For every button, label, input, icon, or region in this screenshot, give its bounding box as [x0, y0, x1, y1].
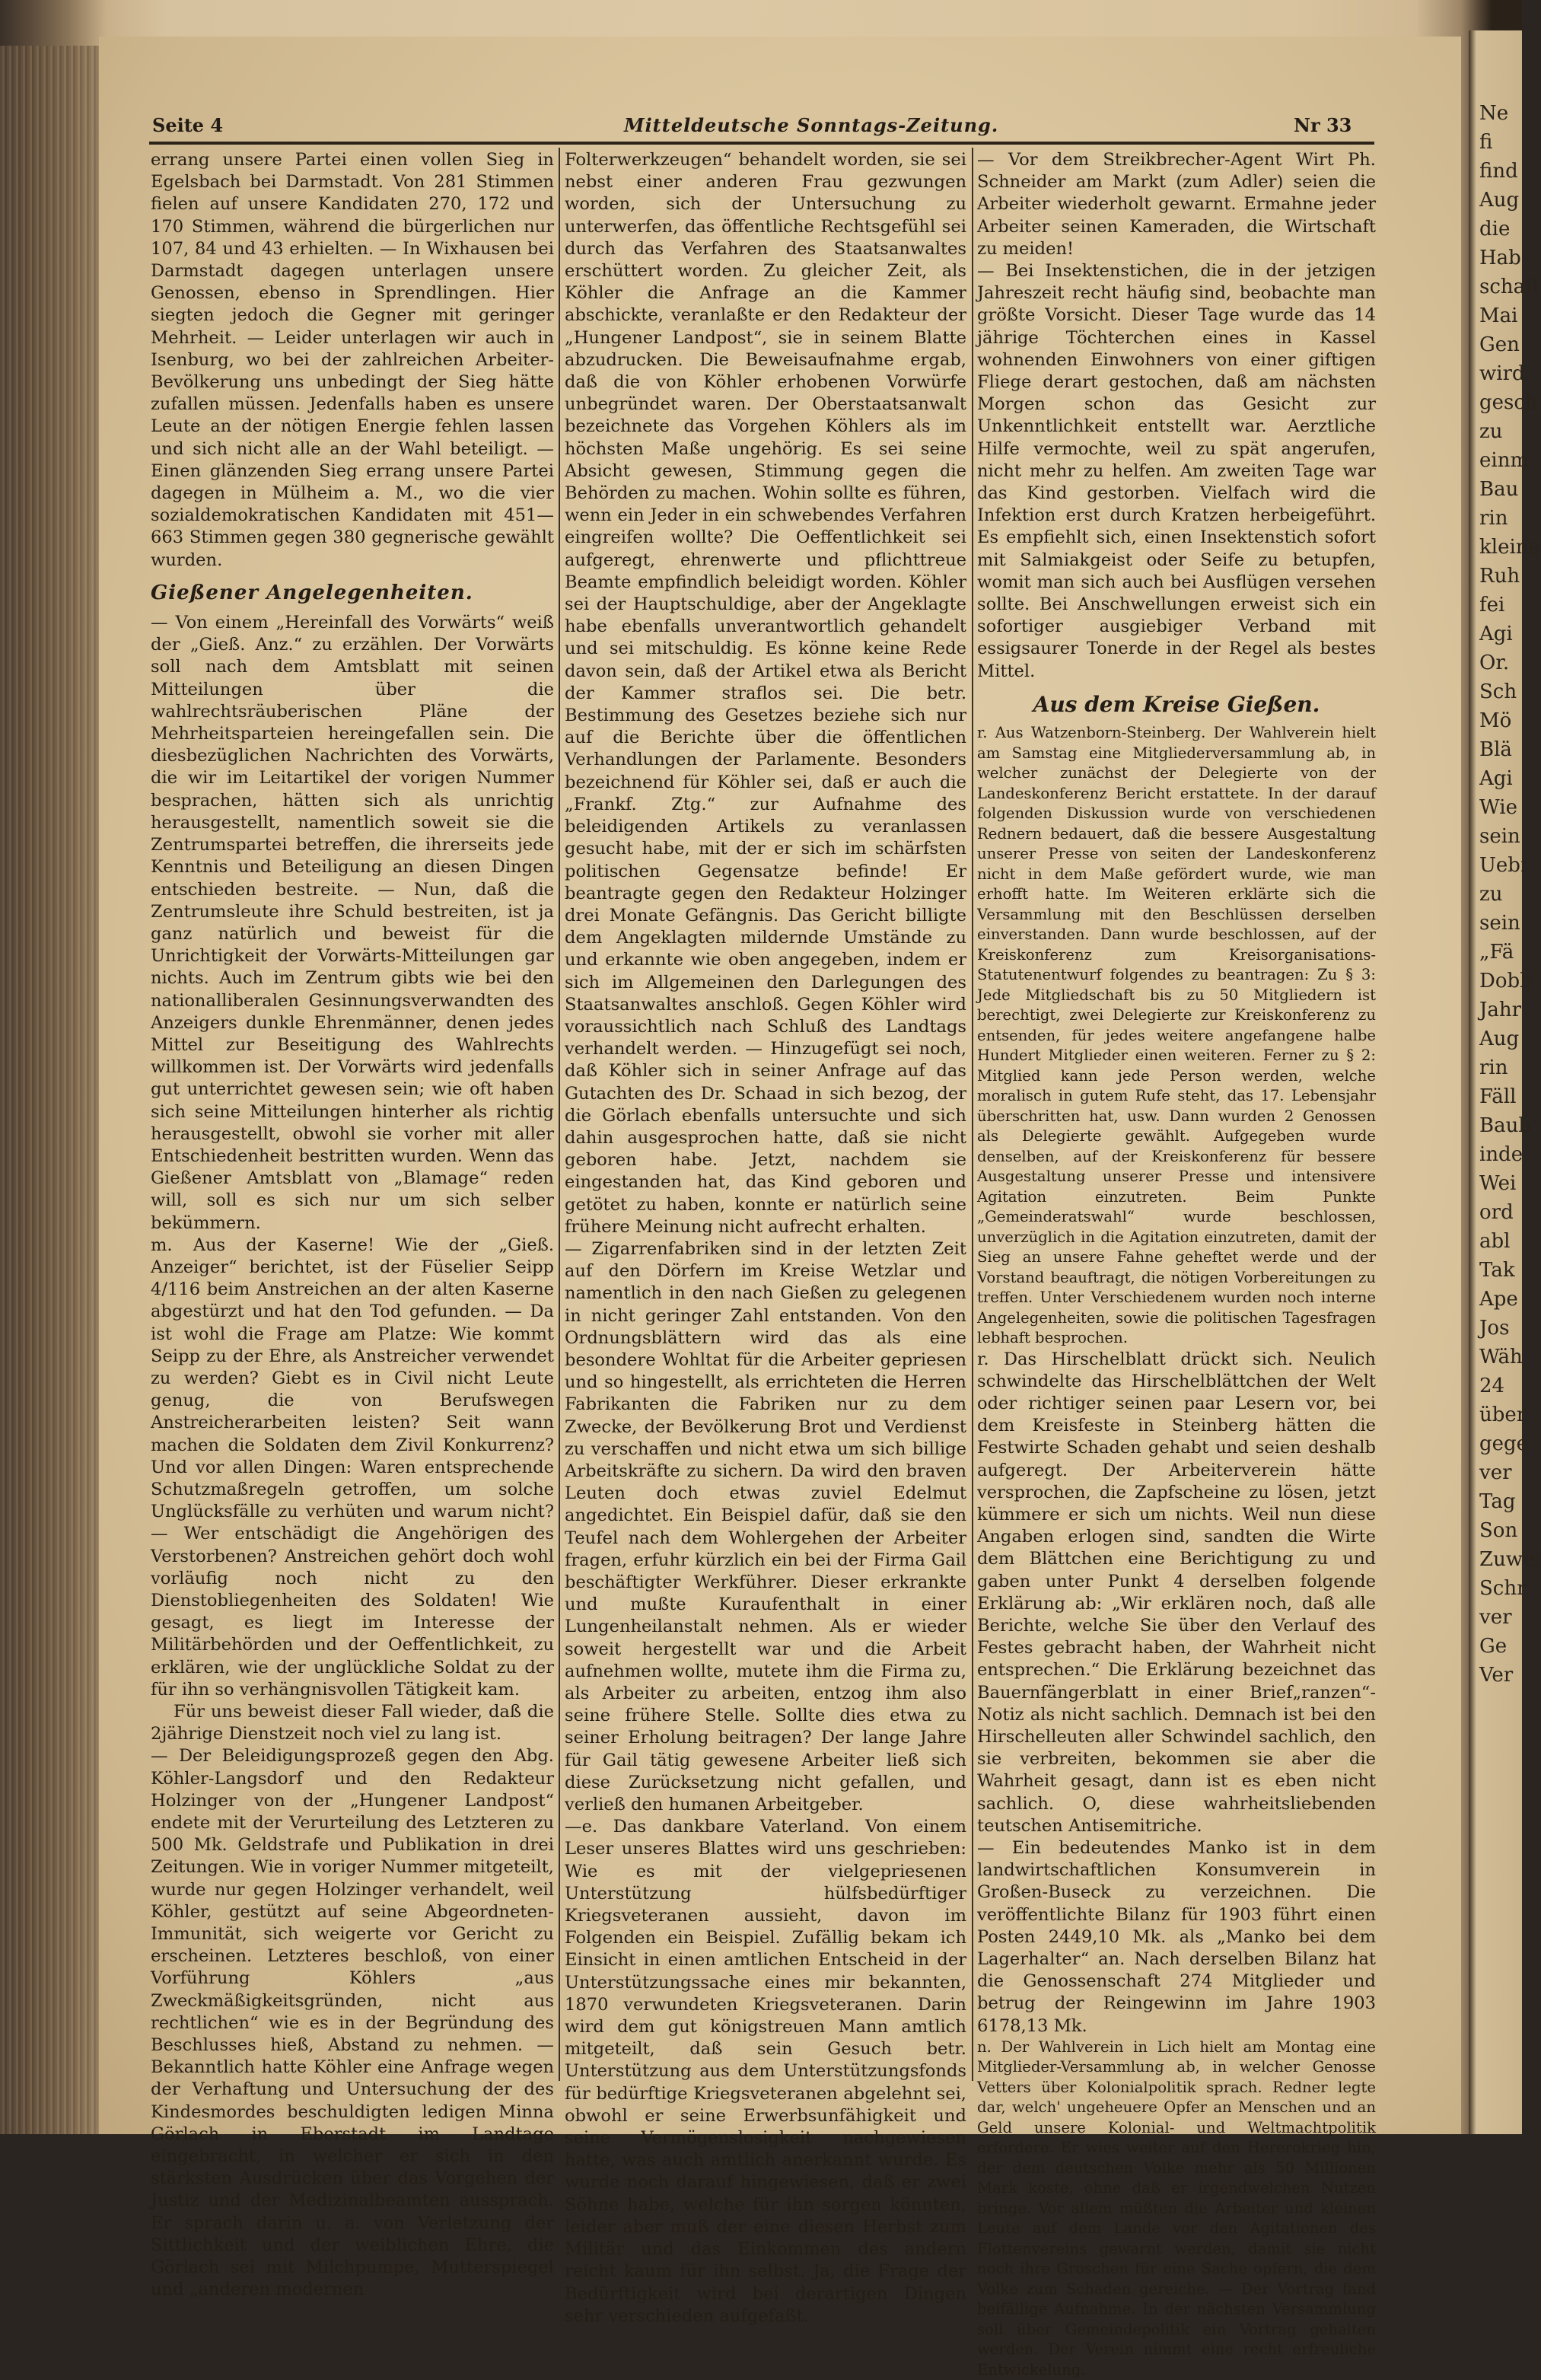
page-label: Seite 4 — [152, 114, 224, 136]
page-header — [152, 114, 1370, 140]
issue-number: Nr 33 — [1294, 114, 1352, 136]
article-election-results: errang unsere Partei einen vollen Sieg in Egelsbach bei Darmstadt. Von 281 Stimmen fielen auf unsere Kandidaten 270, 172 und 170 Stimmen, während die bürgerlichen nur 107, 84 und 43 erhielten. — In Wixhausen bei Darmstadt dagegen unterlagen unsere Genossen, ebenso in Sprendlingen. Hier siegten jedoch die Gegner mit geringer Mehrheit. — Leider unterlagen wir auch in Isenburg, wo bei der zahlreichen Arbeiter-Bevölkerung uns unbedingt der Sieg hätte zufallen müssen. Jedenfalls haben es unsere Leute an der nötigen Energie fehlen lassen und sich nicht alle an der Wahl beteiligt. — Einen glänzenden Sieg errang unsere Partei dagegen in Mülheim a. M., wo die vier sozialdemokratischen Kandidaten mit 451—663 Stimmen gegen 380 gegnerische gewählt wurden. — [151, 150, 554, 570]
adjacent-page-strip — [1469, 30, 1541, 2134]
adjacent-page-fragments: Ne fi find Aug die Hab schaft Mai Gen wird gesch zu einm Bau rin kleine Ruh fei Agi Or. Sch Mö Blä Agi Wie sein Uebr zu sein „Fä Dobb Jahr Aug rin Fäll Baub inde Wei ord abl Tak Ape Jos Wäh 24 über gege ver Tag Son Zuwei Schr ver Ge Ver — [1479, 102, 1541, 1687]
article-beleidigungsprozess: — Der Beleidigungsprozeß gegen den Abg. Köhler-Langsdorf und den Redakteur Holzinger von der „Hungener Landpost“ endete mit der Verurteilung des Letzteren zu 500 Mk. Geldstrafe und Publikation in drei Zeitungen. Wie in voriger Nummer mitgeteilt, wurde nur gegen Holzinger verhandelt, weil Köhler, gestützt auf seine Abgeordneten-Immunität, sich weigerte vor Gericht zu erscheinen. Letzteres beschloß, von einer Vorführung Köhlers „aus Zweckmäßigkeitsgründen, nicht aus rechtlichen“ wie es in der Begründung des Beschlusses hieß, Abstand zu nehmen. — Bekanntlich hatte Köhler eine Anfrage wegen der Verhaftung und Untersuchung der des Kindesmordes beschuldigten ledigen Minna Görlach in Eberstadt im Landtage eingebracht, in welcher er sich in den stärksten Ausdrücken über das Vorgehen der Justiz und der Medizinalbeamten aussprach. Er sprach darin u. a. von Verletzung der Sittlichkeit und der weiblichen Ehre, die Görlach sei mit Milchpumpe, Mutterspiegel und „anderen modernen — [151, 1746, 554, 2300]
article-streikbrecher: — Vor dem Streikbrecher-Agent Wirt Ph. Schneider am Markt (zum Adler) seien die Arbeiter wiederholt gewarnt. Ermahne jeder Arbeiter seinen Kameraden, die Wirtschaft zu meiden! — [977, 150, 1376, 259]
article-dienstzeit: Für uns beweist dieser Fall wieder, daß die 2jährige Dienstzeit noch viel zu lang ist. — [151, 1702, 554, 1744]
article-insektenstiche: — Bei Insektenstichen, die in der jetzigen Jahreszeit recht häufig sind, beobachte man größte Vorsicht. Dieser Tage wurde das 14 jährige Töchterchen eines in Kassel wohnenden Einwohners von einer giftigen Fliege derart gestochen, daß am nächsten Morgen schon das Gesicht zur Unkenntlichkeit entstellt war. Aerztliche Hilfe vermochte, weil zu spät angerufen, nicht mehr zu helfen. Am zweiten Tage war das Kind gestorben. Vielfach wird die Infektion erst durch Kratzen herbeigeführt. Es empfiehlt sich, einen Insektenstich sofort mit Salmiakgeist oder Seife zu betupfen, womit man sich auch bei Ausflügen versehen sollte. Bei Anschwellungen erweist sich ein sofortiger ausgiebiger Verband mit essigsaurer Tonerde in der Regel als bestes Mittel. — [977, 261, 1376, 681]
book-spine-edge — [0, 46, 99, 2134]
article-lich: n. Der Wahlverein in Lich hielt am Montag eine Mitglieder-Versammlung ab, in welcher Genosse Vetters über Kolonialpolitik sprach. Redner legte dar, welch' ungeheuere Opfer an Menschen und an Geld unsere Kolonial- und Weltmachtpolitik erfordere. Er wies weiter auf den Hererokrieg hin, der dem deutschen Volke mehr als 50 Millionen Mark koste, ohne daß er irgendwelchen Nutzen bringe. Vor allem müßten die Arbeiter und kleinen Leute auf dem Lande vor den Agitationen des Flottenvereins gewarnt werden, damit sie nicht noch ihre Groschen für eine Sache opfern, die dem Volke zum Schaden gereiche. — Der Vortrag fand beifällige Aufnahme. In der nächsten Versammlung soll über Gemeindepolitik ein Vortrag gehalten werden. Der Verein nimmt eine recht erfreuliche Entwickelung. — [977, 2037, 1376, 2378]
article-beleidigungsprozess-cont: Folterwerkzeugen“ behandelt worden, sie sei nebst einer anderen Frau gezwungen worden, sich der Untersuchung zu unterwerfen, das öffentliche Rechtsgefühl sei durch das Verfahren des Staatsanwaltes erschüttert worden. Zu gleicher Zeit, als Köhler die Anfrage an die Kammer abschickte, veranlaßte er den Redakteur der „Hungener Landpost“, sie in seinem Blatte abzudrucken. Die Beweisaufnahme ergab, daß die von Köhler erhobenen Vorwürfe unbegründet waren. Der Oberstaatsanwalt bezeichnete das Vorgehen Köhlers als im höchsten Maße ungehörig. Es sei seine Absicht gewesen, Stimmung gegen die Behörden zu machen. Wohin sollte es führen, wenn ein Jeder in ein schwebendes Verfahren eingreifen wollte? Die Oeffentlichkeit sei aufgeregt, ehrenwerte und pflichttreue Beamte empfindlich beleidigt worden. Köhler sei der Hauptschuldige, aber der Angeklagte habe ebenfalls unverantwortlich gehandelt und sei mitschuldig. Es könne keine Rede davon sein, daß der Artikel etwa als Bericht der Kammer straflos sei. Die betr. Bestimmung des Gesetzes beziehe sich nur auf die Berichte über die öffentlichen Verhandlungen der Parlamente. Besonders bezeichnend für Köhler sei, daß er auch die „Frankf. Ztg.“ zur Aufnahme des beleidigenden Artikels zu veranlassen gesucht habe, mit der er sich im schärfsten politischen Gegensatze befinde! Er beantragte gegen den Redakteur Holzinger drei Monate Gefängnis. Das Gericht billigte dem Angeklagten mildernde Umstände zu und erkannte wie oben angegeben, indem er sich im Allgemeinen den Darlegungen des Staatsanwaltes anschloß. Gegen Köhler wird voraussichtlich nach Schluß des Landtags verhandelt werden. — Hinzugefügt sei noch, daß Köhler sich in seiner Anfrage auf das Gutachten des Dr. Schaad in sich bezog, der die Görlach ebenfalls untersuchte und sich dahin ausgesprochen hatte, daß sie nicht geboren habe. Jetzt, nachdem sie eingestanden hat, das Kind geboren und getötet zu haben, konnte er natürlich seine frühere Meinung nicht aufrecht erhalten. — [565, 150, 966, 1237]
article-kaserne: m. Aus der Kaserne! Wie der „Gieß. Anzeiger“ berichtet, ist der Füselier Seipp 4/116 beim Anstreichen an der alten Kaserne abgestürzt und hat den Tod gefunden. — Da ist wohl die Frage am Platze: Wie kommt Seipp zu der Ehre, als Anstreicher verwendet zu werden? Giebt es in Civil nicht Leute genug, die von Berufswegen Anstreicherarbeiten leisten? Seit wann machen die Soldaten dem Zivil Konkurrenz? Und vor allen Dingen: Waren entsprechende Schutzmaßregeln getroffen, um solche Unglücksfälle zu verhüten und warum nicht? — Wer entschädigt die Angehörigen des Verstorbenen? Anstreichen gehört doch wohl vorläufig noch nicht zu den Dienstobliegenheiten des Soldaten! Wie gesagt, es liegt im Interesse der Militärbehörden und der Oeffentlichkeit, zu erklären, wie der unglückliche Soldat zu der für ihn so verhängnisvollen Tätigkeit kam. — [151, 1235, 554, 1700]
article-watzenborn: r. Aus Watzenborn-Steinberg. Der Wahlverein hielt am Samstag eine Mitgliederversammlung ab, in welcher zunächst der Delegierte von der Landeskonferenz Bericht erstattete. In der darauf folgenden Diskussion wurde von verschiedenen Rednern bedauert, daß die bessere Ausgestaltung unserer Presse von seiten der Landeskonferenz nicht in dem Maße gefördert wurde, wie man erhofft hatte. Im Weiteren erklärte sich die Versammlung mit den Beschlüssen derselben einverstanden. Dann wurde beschlossen, auf der Kreiskonferenz zum Kreisorganisations-Statutenentwurf folgendes zu beantragen: Zu § 3: Jede Mitgliedschaft bis zu 50 Mitgliedern ist berechtigt, zwei Delegierte zur Kreiskonferenz zu entsenden, für jedes weitere angefangene halbe Hundert Mitglieder einen weiteren. Ferner zu § 2: Mitglied kann jede Person werden, welche moralisch in gutem Rufe steht, das 17. Lebensjahr überschritten hat, usw. Dann wurden 2 Genossen als Delegierte gewählt. Aufgegeben wurde denselben, auf der Kreiskonferenz für bessere Ausgestaltung unserer Presse und intensivere Agitation einzutreten. Beim Punkte „Gemeinderatswahl“ wurde beschlossen, unverzüglich in die Agitation einzutreten, damit der Sieg an unsere Fahne geheftet werde und der Vorstand beauftragt, die nötigen Vorbereitungen zu treffen. Unter Verschiedenem wurden noch interne Angelegenheiten, sowie die politischen Tagesfragen lebhaft besprochen. — [977, 724, 1376, 1347]
article-vaterland: —e. Das dankbare Vaterland. Von einem Leser unseres Blattes wird uns geschrieben: Wie es mit der vielgepriesenen Unterstützung hülfsbedürftiger Kriegsveteranen aussieht, davon im Folgenden ein Beispiel. Zufällig bekam ich Einsicht in einen amtlichen Entscheid in der Unterstützungssache eines mir bekannten, 1870 verwundeten Kriegsveteranen. Darin wird dem gut königstreuen Mann amtlich mitgeteilt, daß sein Gesuch betr. Unterstützung aus dem Unterstützungsfonds für bedürftige Kriegsveteranen abgelehnt sei, obwohl er seine Erwerbsunfähigkeit und seine Vermögenslosigkeit nachgewiesen hatte, was auch amtlich anerkannt wurde. Es wurde noch darauf hingewiesen, daß er zwei Söhne habe, welche für ihn sorgen könnten, leider aber muß der eine diesen Herbst zum Militär und das Einkommen des andern reicht kaum für ihn selbst. Ja, die Frage der Bedürftigkeit wird bei derartigen Dingen sehr verschieden aufgefaßt. — [565, 1817, 966, 2326]
column-divider-2 — [972, 148, 973, 2081]
header-rule — [149, 142, 1374, 145]
section-heading-kreis: Aus dem Kreise Gießen. — [1033, 691, 1320, 717]
newspaper-title: Mitteldeutsche Sonntags-Zeitung. — [624, 114, 999, 136]
column-2 — [565, 149, 966, 2326]
column-3 — [977, 149, 1376, 2378]
article-zigarrenfabriken: — Zigarrenfabriken sind in der letzten Zeit auf den Dörfern im Kreise Wetzlar und namentlich in den nach Gießen zu gelegenen in nicht geringer Zahl entstanden. Von den Ordnungsblättern wird das als eine besondere Wohltat für die Arbeiter gepriesen und so hingestellt, als errichteten die Herren Fabrikanten die Fabriken nur zu dem Zwecke, der Bevölkerung Brot und Verdienst zu verschaffen und nicht etwa um sich billige Arbeitskräfte zu sichern. Da wird den braven Leuten doch etwas zuviel Edelmut angedichtet. Ein Beispiel dafür, daß sie den Teufel nach dem Wohlergehen der Arbeiter fragen, erfuhr kürzlich ein bei der Firma Gail beschäftigter Werkführer. Dieser erkrankte und mußte Kuraufenthalt in einer Lungenheilanstalt nehmen. Als er wieder soweit hergestellt war und die Arbeit aufnehmen wollte, mutete ihm die Firma zu, als Arbeiter zu arbeiten, entzog ihm also seine frühere Stelle. Sollte dies etwa zu seiner Erholung beitragen? Der lange Jahre für Gail tätig gewesene Arbeiter ließ sich diese Zurücksetzung nicht gefallen, und verließ den humanen Arbeitgeber. — [565, 1238, 966, 1815]
column-divider-1 — [559, 148, 560, 2081]
article-vorwaerts: — Von einem „Hereinfall des Vorwärts“ weiß der „Gieß. Anz.“ zu erzählen. Der Vorwärts soll nach dem Amtsblatt mit seinen Mitteilungen über die wahlrechtsräuberischen Pläne der Mehrheitsparteien hereingefallen sein. Die diesbezüglichen Nachrichten des Vorwärts, die wir im Leitartikel der vorigen Nummer besprachen, hätten sich als unrichtig herausgestellt, namentlich soweit sie die Zentrumspartei betreffen, die ihrerseits jede Kenntnis und Beteiligung an diesen Dingen entschieden bestreite. — Nun, daß die Zentrumsleute ihre Schuld bestreiten, ist ja ganz natürlich und beweist für die Unrichtigkeit der Vorwärts-Mitteilungen gar nichts. Auch im Zentrum gibts wie bei den nationalliberalen Gesinnungsverwandten des Anzeigers dunkle Ehrenmänner, denen jedes Mittel zur Beseitigung des Wahlrechts willkommen ist. Der Vorwärts wird jedenfalls gut unterrichtet gewesen sein; wie oft haben sich seine Mitteilungen hinterher als richtig herausgestellt, obwohl sie vorher mit aller Entschiedenheit bestritten wurden. Wenn das Gießener Amtsblatt von „Blamage“ reden will, soll es sich nur um sich selber bekümmern. — [151, 613, 554, 1233]
section-heading-giessen: Gießener Angelegenheiten. — [151, 581, 473, 604]
column-1 — [151, 149, 554, 2300]
article-hirschelblatt: r. Das Hirschelblatt drückt sich. Neulich schwindelte das Hirschelblättchen der Welt oder richtiger seinen paar Lesern vor, bei dem Kreisfeste in Steinberg hätten die Festwirte Schaden gehabt und seien deshalb aufgeregt. Der Arbeiterverein hätte versprochen, die Zapfscheine zu lösen, jetzt kümmere er sich um nichts. Weil nun diese Angaben erlogen sind, sandten die Wirte dem Blättchen eine Berichtigung zu und gaben unter Punkt 4 derselben folgende Erklärung ab: „Wir erklären noch, daß alle Berichte, welche Sie über den Verlauf des Festes gebracht haben, der Wahrheit nicht entsprechen.“ Die Erklärung bezeichnet das Bauernfängerblatt in einer Brief„ranzen“-Notiz als nicht sachlich. Demnach ist bei den Hirschelleuten aller Schwindel sachlich, den sie verbreiten, bekommen sie aber die Wahrheit gesagt, dann ist es eben nicht sachlich. O, diese wahrheitsliebenden teutschen Antisemitriche. — [977, 1349, 1376, 1836]
article-manko: — Ein bedeutendes Manko ist in dem landwirtschaftlichen Konsumverein in Großen-Buseck zu verzeichnen. Die veröffentlichte Bilanz für 1903 führt einen Posten 2449,10 Mk. als „Manko bei dem Lagerhalter“ an. Nach derselben Bilanz hat die Genossenschaft 274 Mitglieder und betrug der Reingewinn im Jahre 1903 6178,13 Mk. — [977, 1838, 1376, 2036]
